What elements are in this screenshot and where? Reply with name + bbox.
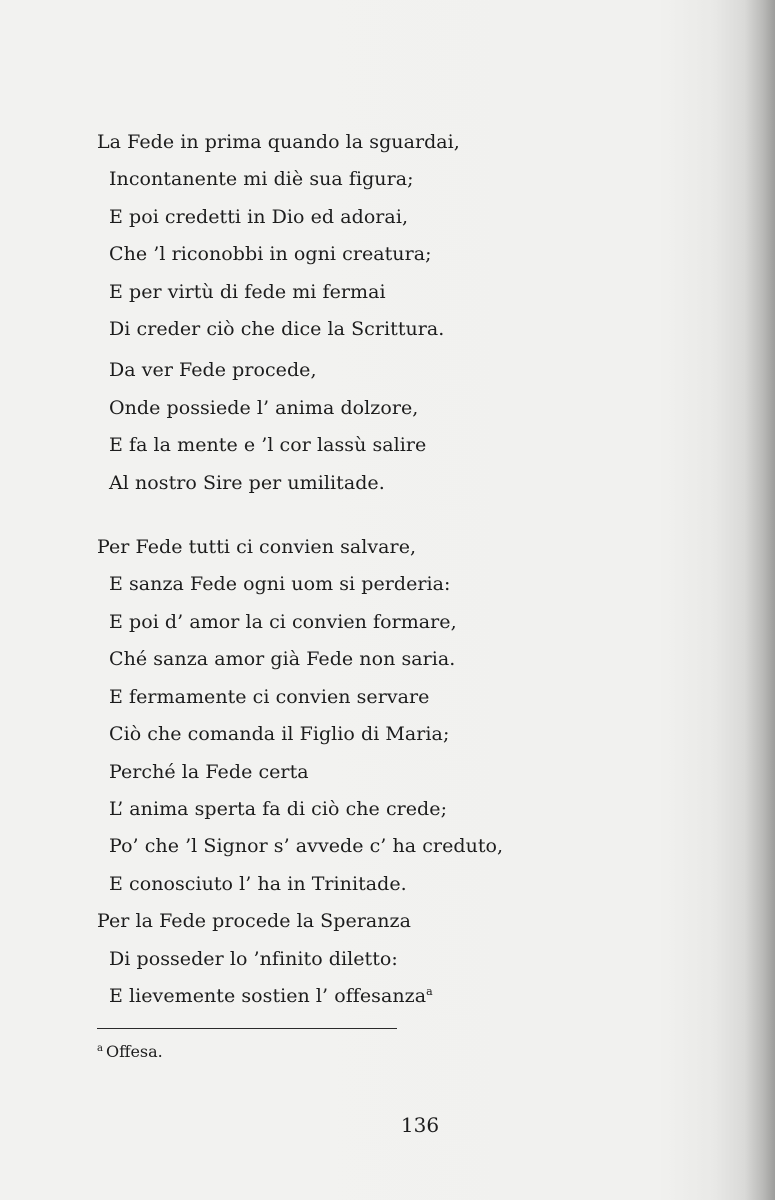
poem-line: Onde possiede l’ anima dolzore,	[109, 396, 419, 419]
poem-line: Da ver Fede procede,	[109, 359, 317, 382]
poem-line: Po’ che ’l Signor s’ avvede c’ ha creduto,	[109, 835, 504, 858]
footnote-marker: a	[426, 984, 433, 998]
stanza-4	[97, 754, 737, 904]
poem-line: E fa la mente e ’l cor lassù salire	[109, 434, 427, 457]
footnote	[97, 1042, 163, 1062]
poem-line: E conosciuto l’ ha in Trinitade.	[109, 872, 407, 895]
poem-line: Al nostro Sire per umilitade.	[109, 471, 385, 494]
poem-line: L’ anima sperta fa di ciò che crede;	[109, 797, 448, 820]
poem-line: Di posseder lo ’nfinito diletto:	[109, 947, 398, 970]
poem-line: Ciò che comanda il Figlio di Maria;	[109, 723, 450, 746]
poem-line: E per virtù di fede mi fermai	[109, 280, 386, 303]
poem-line: La Fede in prima quando la sguardai,	[97, 131, 460, 153]
poem-line: Incontanente mi diè sua figura;	[109, 168, 414, 191]
stanza-1	[97, 124, 737, 348]
poem-line: Di creder ciò che dice la Scrittura.	[109, 318, 445, 341]
poem-line-text: E lievemente sostien l’ offesanza	[109, 984, 427, 1007]
poem-line: Che ’l riconobbi in ogni creatura;	[109, 243, 432, 266]
footnote-label: a	[97, 1043, 103, 1054]
poem-line	[97, 978, 737, 1015]
poem-line: Perché la Fede certa	[109, 760, 309, 783]
footnote-text: Offesa.	[105, 1042, 163, 1061]
poem-line: Per la Fede procede la Speranza	[97, 910, 411, 933]
poem-line: E poi d’ amor la ci convien formare,	[109, 610, 457, 633]
stanza-5	[97, 903, 737, 1015]
poem-line: Per Fede tutti ci convien salvare,	[97, 536, 417, 559]
spine-shadow	[745, 0, 775, 1200]
poem-text	[97, 124, 737, 1015]
stanza-2	[97, 352, 737, 502]
page-number: 136	[400, 1113, 440, 1137]
footnote-divider	[97, 1028, 397, 1029]
poem-line: E poi credetti in Dio ed adorai,	[109, 205, 409, 228]
poem-line: E sanza Fede ogni uom si perderia:	[109, 573, 451, 596]
poem-line: E fermamente ci convien servare	[109, 685, 430, 708]
poem-line: Ché sanza amor già Fede non saria.	[109, 648, 456, 671]
stanza-3	[97, 529, 737, 753]
